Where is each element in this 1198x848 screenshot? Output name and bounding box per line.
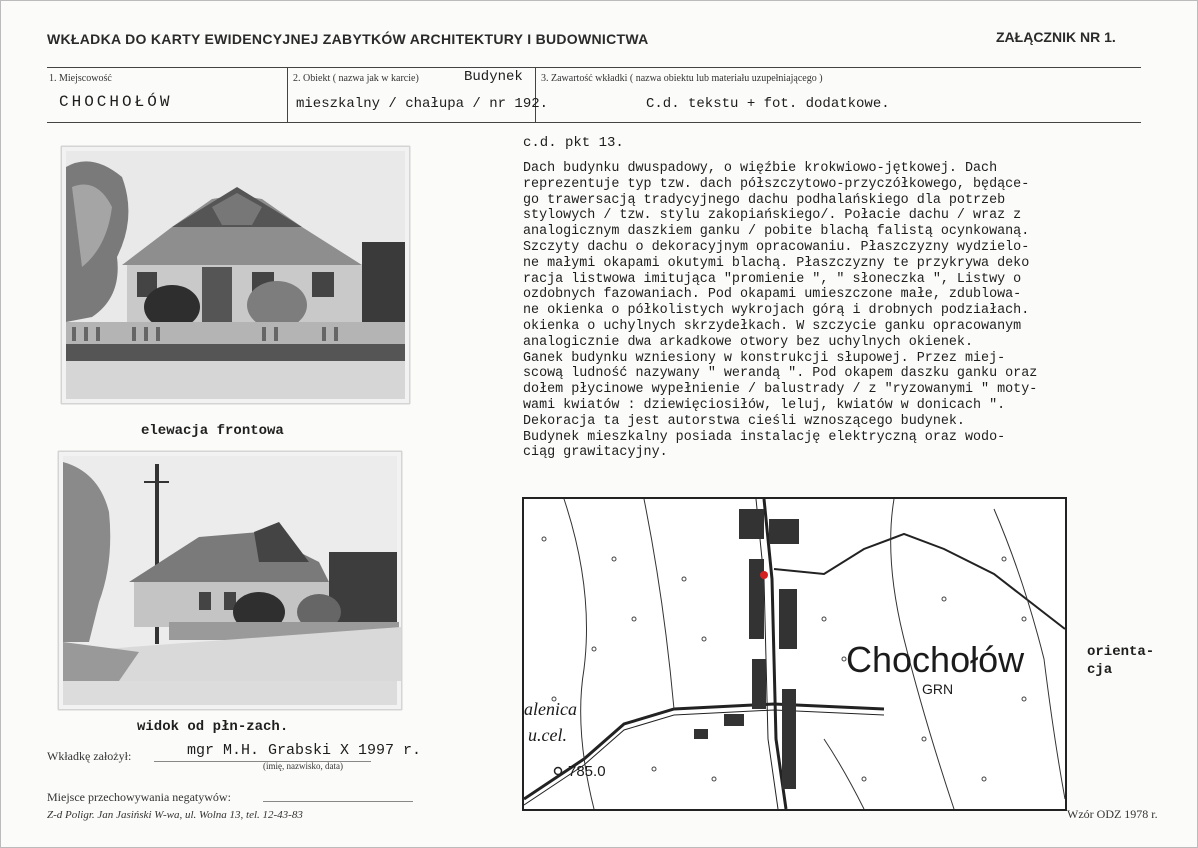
body-line: okienka o uchylnych skrzydełkach. W szczycie ganku opracowanym — [523, 318, 1022, 334]
locality-value: CHOCHOŁÓW — [59, 93, 173, 111]
map-grn-label: GRN — [922, 681, 954, 697]
negatives-dotted-line — [263, 801, 413, 802]
field-divider-1 — [287, 67, 288, 123]
locality-label: 1. Miejscowość — [49, 73, 112, 84]
body-line: reprezentuje typ tzw. dach półszczytowo-przyczółkowego, będące- — [523, 176, 1030, 192]
annex-number: ZAŁĄCZNIK NR 1. — [996, 29, 1116, 45]
body-line: wami kwiatów : dziewięciosiłów, leluj, kwiatów w donicach ". — [523, 397, 1006, 413]
house-side-photo-icon — [59, 452, 401, 709]
printer-info: Z-d Poligr. Jan Jasiński W-wa, ul. Wolna 13, tel. 12-43-83 — [47, 809, 303, 821]
body-line: Ganek budynku wzniesiony w konstrukcji słupowej. Przez miej- — [523, 350, 1006, 366]
map-left-label-1: alenica — [524, 699, 577, 719]
body-line: ne okienka o półkolistych wykrojach górą i drobnych podziałach. — [523, 303, 1030, 319]
object-label: 2. Obiekt ( nazwa jak w karcie) — [293, 73, 419, 84]
body-line: scową ludność nazywany " werandą ". Pod okapem daszku ganku oraz — [523, 366, 1038, 382]
map-elevation: 785.0 — [568, 763, 606, 780]
location-map — [522, 497, 1067, 811]
content-label: 3. Zawartość wkładki ( nazwa obiektu lub materiału uzupełniającego ) — [541, 73, 823, 84]
field-row-bottom-rule — [47, 122, 1141, 123]
form-pattern: Wzór ODZ 1978 r. — [1067, 807, 1158, 821]
founder-label: Wkładkę założył: — [47, 749, 132, 763]
map-town-name: Chochołów — [846, 639, 1025, 680]
body-line: Dekoracja ta jest autorstwa cieśli wznoszącego budynek. — [523, 413, 965, 429]
body-line: dołem płycinowe wypełnienie / balustrady / z "ryzowanymi " moty- — [523, 382, 1038, 398]
body-line: analogicznie dwa arkadkowe otwory bez uchylnych okienek. — [523, 334, 973, 350]
house-front-photo-icon — [62, 147, 409, 403]
body-line: analogicznym daszkiem ganku / pobite blachą falistą ocynkowaną. — [523, 224, 1030, 240]
orientation-label-1: orienta- — [1087, 644, 1155, 660]
body-line: stylowych / tzw. stylu zakopiańskiego/. Połacie dachu / wraz z — [523, 208, 1022, 224]
body-line: ozdobnych fazowaniach. Pod okapami umieszczone małe, zdublowa- — [523, 287, 1022, 303]
body-line: racja listwowa imitująca "promienie ", " słoneczka ", Listwy o — [523, 271, 1022, 287]
founder-hint: (imię, nazwisko, data) — [263, 761, 343, 771]
body-line: ciąg grawitacyjny. — [523, 445, 668, 461]
founder-value: mgr M.H. Grabski X 1997 r. — [187, 742, 422, 759]
body-line: Budynek mieszkalny posiada instalację elektryczną oraz wodo- — [523, 429, 1006, 445]
content-value: C.d. tekstu + fot. dodatkowe. — [646, 96, 890, 112]
field-divider-2 — [535, 67, 536, 123]
field-row-top-rule — [47, 67, 1141, 68]
photo-caption-front: elewacja frontowa — [141, 423, 284, 439]
body-line: Szczyty dachu o dekoracyjnym opracowaniu. Płaszczyzny wydzielo- — [523, 239, 1030, 255]
body-line: ne małymi okapami okutymi blachą. Płaszczyzny te przykrywa deko — [523, 255, 1030, 271]
body-line: Dach budynku dwuspadowy, o więźbie krokwiowo-jętkowej. Dach — [523, 161, 998, 176]
photo-front-elevation — [61, 146, 410, 404]
object-value-top: Budynek — [464, 69, 523, 85]
body-line: go trawersacją tradycyjnego dachu podhalańskiego dla potrzeb — [523, 192, 1006, 208]
location-marker — [760, 571, 768, 579]
orientation-label-2: cja — [1087, 662, 1113, 678]
photo-caption-northwest: widok od płn-zach. — [137, 719, 289, 735]
photo-northwest-view — [58, 451, 402, 710]
document-title: WKŁADKA DO KARTY EWIDENCYJNEJ ZABYTKÓW ARCHITEKTURY I BUDOWNICTWA — [47, 31, 649, 47]
object-value: mieszkalny / chałupa / nr 192. — [296, 96, 549, 112]
map-left-label-2: u.cel. — [528, 725, 567, 745]
negatives-label: Miejsce przechowywania negatywów: — [47, 790, 231, 804]
body-heading: c.d. pkt 13. — [523, 135, 624, 151]
description-text — [523, 161, 1143, 461]
